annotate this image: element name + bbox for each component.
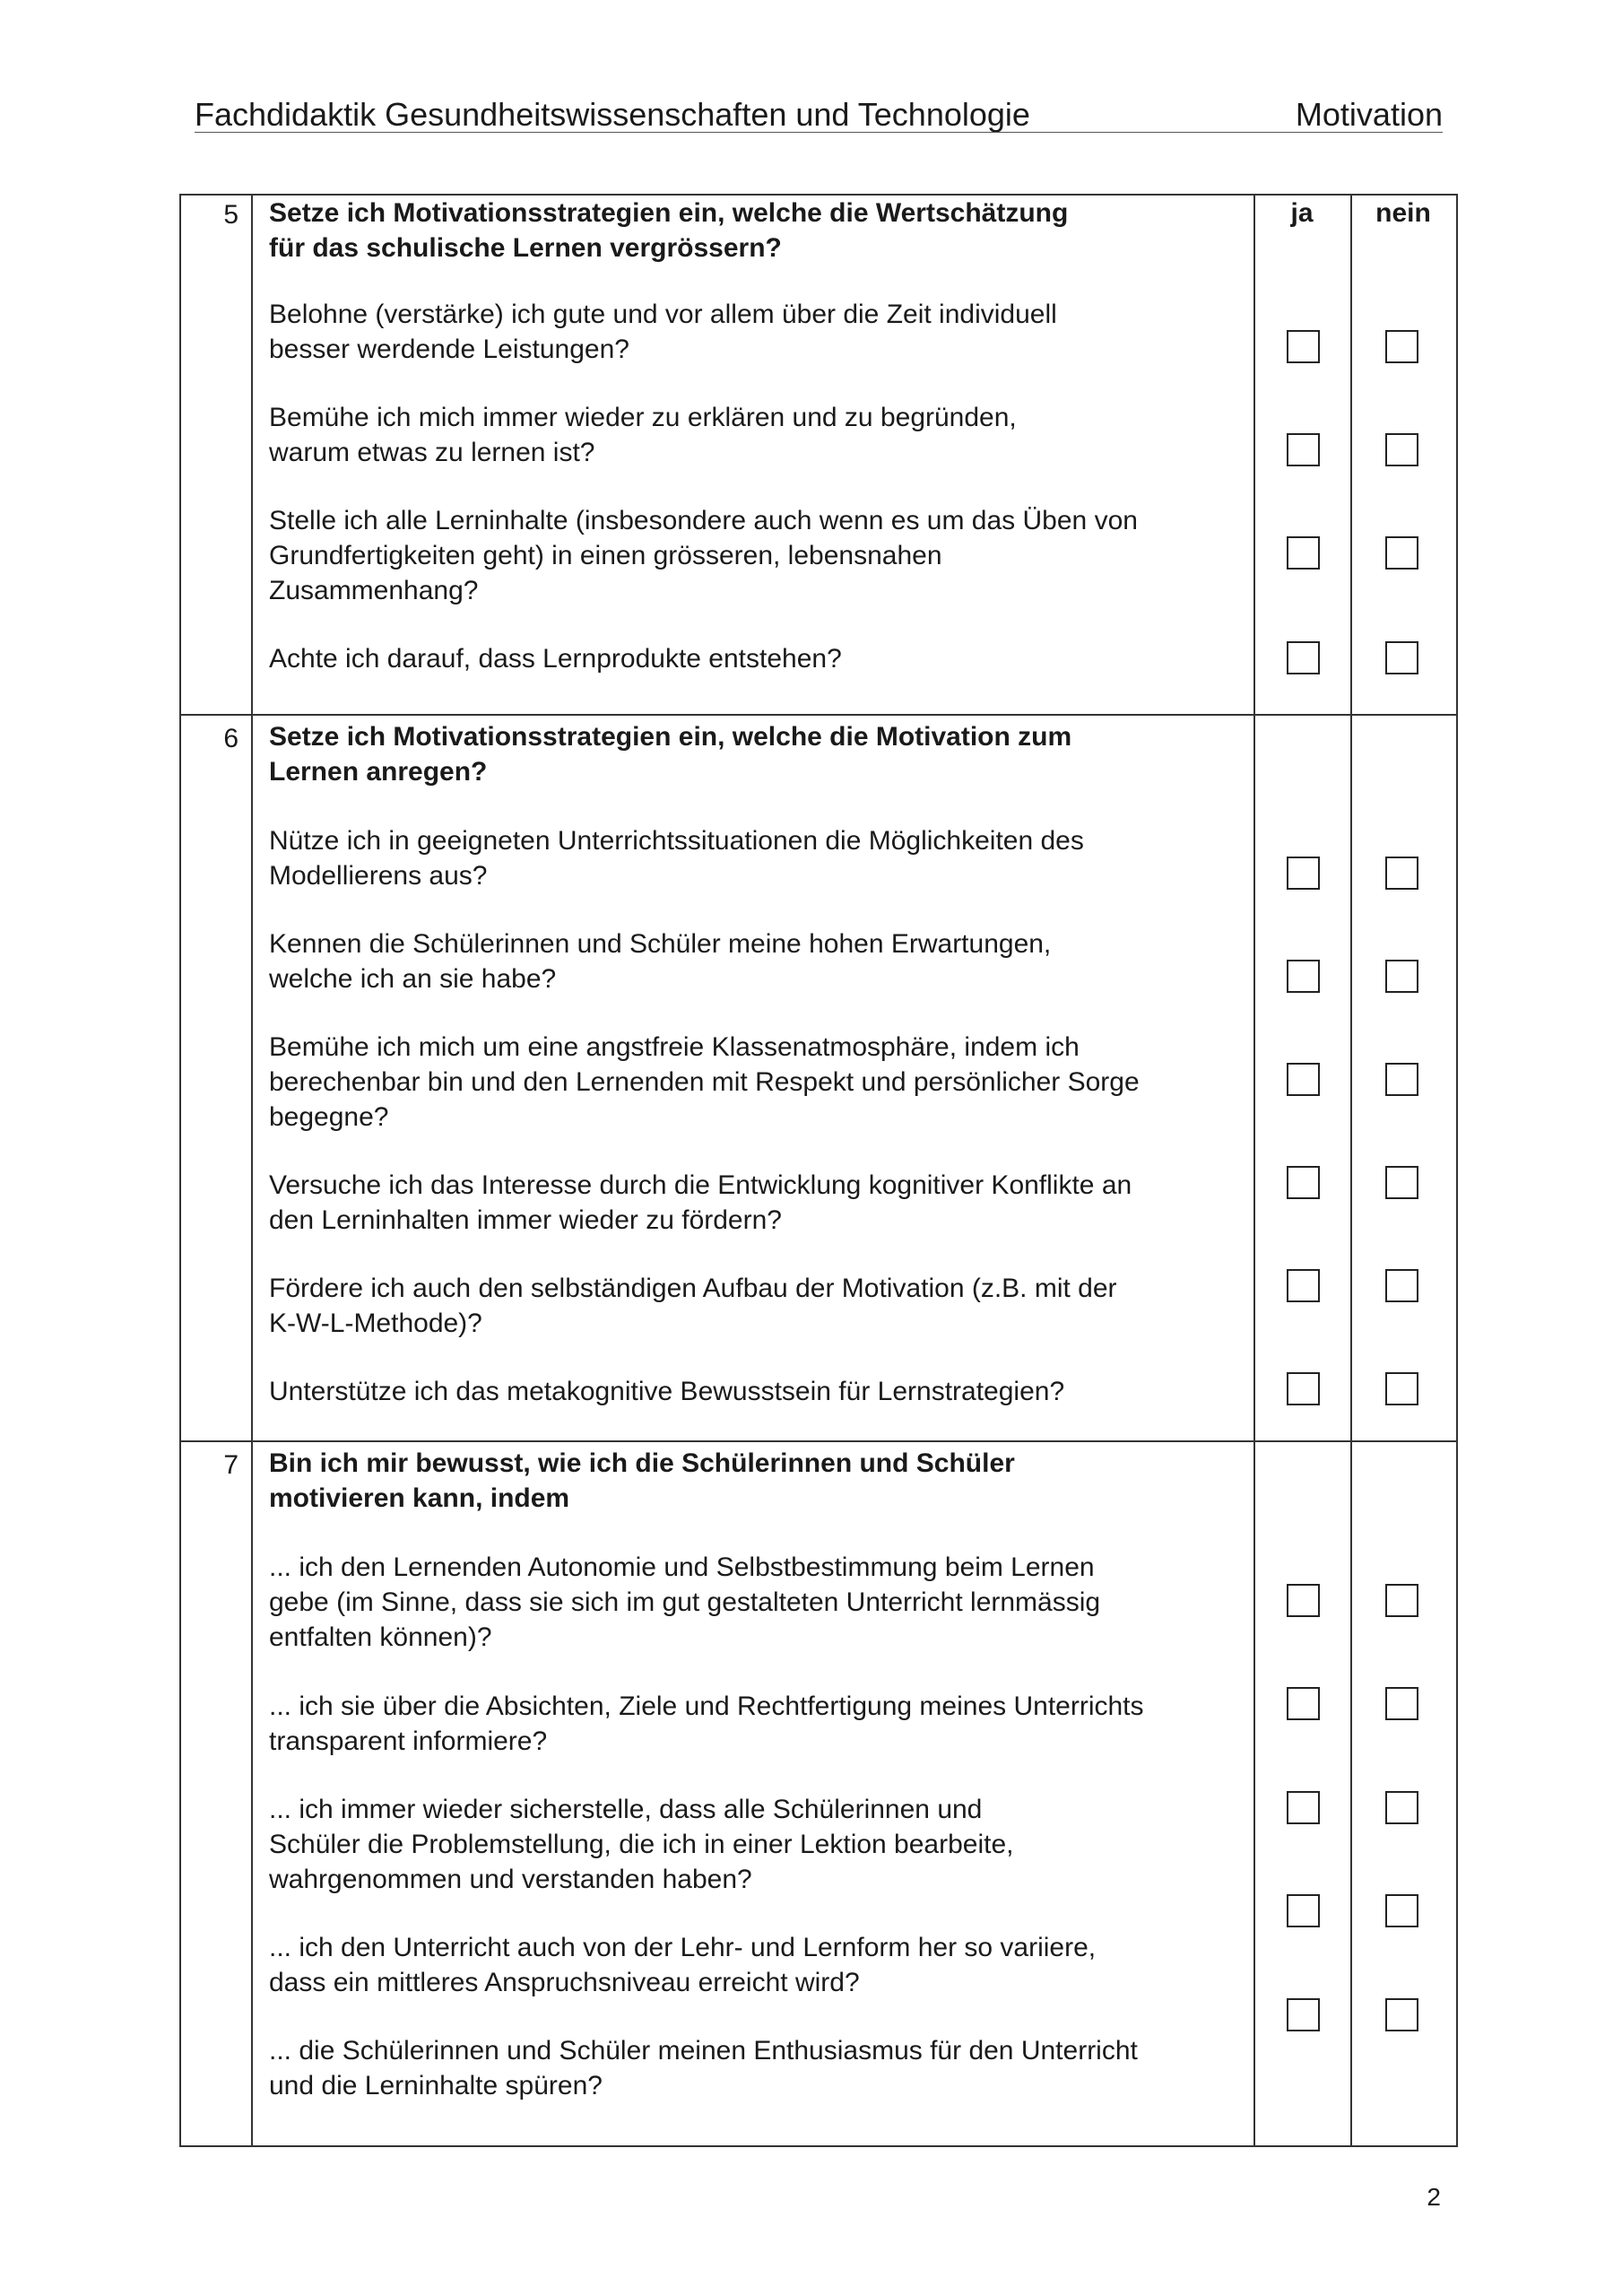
checkbox-ja[interactable] bbox=[1287, 1791, 1320, 1824]
checkbox-ja[interactable] bbox=[1287, 330, 1320, 363]
checkbox-ja[interactable] bbox=[1287, 641, 1320, 674]
question-line: ... ich immer wieder sicherstelle, dass alle Schülerinnen und bbox=[269, 1795, 983, 1824]
checkbox-ja[interactable] bbox=[1287, 960, 1320, 993]
document-topic: Motivation bbox=[1295, 96, 1443, 133]
question-line: entfalten können)? bbox=[269, 1622, 492, 1652]
checkbox-nein[interactable] bbox=[1385, 1372, 1418, 1405]
checkbox-nein[interactable] bbox=[1385, 1894, 1418, 1927]
checkbox-ja[interactable] bbox=[1287, 1269, 1320, 1302]
column-header-ja: ja bbox=[1290, 198, 1314, 228]
question-item bbox=[269, 1792, 1176, 1897]
checkbox-nein[interactable] bbox=[1385, 1269, 1418, 1302]
heading-line: Lernen anregen? bbox=[269, 757, 488, 787]
question-line: und die Lerninhalte spüren? bbox=[269, 2071, 603, 2100]
checkbox-ja[interactable] bbox=[1287, 1998, 1320, 2031]
checkbox-ja[interactable] bbox=[1287, 857, 1320, 890]
question-line: Kennen die Schülerinnen und Schüler meine hohen Erwartungen, bbox=[269, 929, 1052, 959]
question-line: Modellierens aus? bbox=[269, 861, 488, 891]
checkbox-nein[interactable] bbox=[1385, 1166, 1418, 1199]
question-line: warum etwas zu lernen ist? bbox=[269, 438, 595, 467]
checkbox-nein[interactable] bbox=[1385, 330, 1418, 363]
section-heading bbox=[269, 196, 1175, 265]
question-line: Nütze ich in geeigneten Unterrichtssituationen die Möglichkeiten des bbox=[269, 826, 1084, 856]
row-divider-6 bbox=[181, 714, 1456, 716]
heading-line: für das schulische Lernen vergrössern? bbox=[269, 233, 782, 263]
question-line: berechenbar bin und den Lernenden mit Respekt und persönlicher Sorge bbox=[269, 1067, 1140, 1097]
question-item bbox=[269, 1271, 1176, 1341]
checkbox-ja[interactable] bbox=[1287, 536, 1320, 570]
question-item bbox=[269, 1689, 1176, 1759]
question-item bbox=[269, 823, 1176, 893]
question-line: welche ich an sie habe? bbox=[269, 964, 557, 994]
question-line: Bemühe ich mich immer wieder zu erklären und zu begründen, bbox=[269, 403, 1017, 432]
question-line: Versuche ich das Interesse durch die Entwicklung kognitiver Konflikte an bbox=[269, 1170, 1132, 1200]
column-header-nein: nein bbox=[1375, 198, 1431, 228]
row-divider-7 bbox=[181, 1440, 1456, 1442]
document-title: Fachdidaktik Gesundheitswissenschaften und Technologie bbox=[195, 96, 1030, 133]
checkbox-ja[interactable] bbox=[1287, 1584, 1320, 1617]
section-number: 5 bbox=[223, 200, 239, 230]
checkbox-ja[interactable] bbox=[1287, 1894, 1320, 1927]
checkbox-nein[interactable] bbox=[1385, 1998, 1418, 2031]
question-line: Unterstütze ich das metakognitive Bewusstsein für Lernstrategien? bbox=[269, 1377, 1065, 1406]
question-line: ... ich sie über die Absichten, Ziele und Rechtfertigung meines Unterrichts bbox=[269, 1692, 1144, 1721]
checkbox-nein[interactable] bbox=[1385, 960, 1418, 993]
checkbox-ja[interactable] bbox=[1287, 1063, 1320, 1096]
question-line: Grundfertigkeiten geht) in einen grösseren, lebensnahen bbox=[269, 541, 942, 570]
checkbox-ja[interactable] bbox=[1287, 1166, 1320, 1199]
question-item bbox=[269, 926, 1176, 996]
question-line: Schüler die Problemstellung, die ich in einer Lektion bearbeite, bbox=[269, 1830, 1014, 1859]
checkbox-ja[interactable] bbox=[1287, 433, 1320, 466]
checkbox-nein[interactable] bbox=[1385, 433, 1418, 466]
question-line: Achte ich darauf, dass Lernprodukte entstehen? bbox=[269, 644, 842, 674]
checkbox-nein[interactable] bbox=[1385, 857, 1418, 890]
question-line: begegne? bbox=[269, 1102, 389, 1132]
column-divider-nein bbox=[1350, 196, 1352, 2145]
question-line: gebe (im Sinne, dass sie sich im gut gestalteten Unterricht lernmässig bbox=[269, 1587, 1101, 1617]
section-number: 7 bbox=[223, 1450, 239, 1480]
checkbox-ja[interactable] bbox=[1287, 1372, 1320, 1405]
question-item bbox=[269, 1374, 1176, 1409]
checkbox-nein[interactable] bbox=[1385, 536, 1418, 570]
question-line: wahrgenommen und verstanden haben? bbox=[269, 1865, 752, 1894]
checkbox-nein[interactable] bbox=[1385, 1584, 1418, 1617]
checkbox-nein[interactable] bbox=[1385, 641, 1418, 674]
question-item bbox=[269, 400, 1176, 470]
question-item bbox=[269, 503, 1176, 608]
checkbox-nein[interactable] bbox=[1385, 1687, 1418, 1720]
question-item bbox=[269, 1168, 1176, 1238]
column-divider-number bbox=[251, 196, 253, 2145]
checkbox-nein[interactable] bbox=[1385, 1791, 1418, 1824]
question-item bbox=[269, 297, 1176, 367]
question-line: ... ich den Unterricht auch von der Lehr- und Lernform her so variiere, bbox=[269, 1933, 1097, 1962]
question-line: besser werdende Leistungen? bbox=[269, 335, 629, 364]
question-line: Fördere ich auch den selbständigen Aufbau der Motivation (z.B. mit der bbox=[269, 1274, 1117, 1303]
question-line: K-W-L-Methode)? bbox=[269, 1309, 482, 1338]
heading-line: motivieren kann, indem bbox=[269, 1483, 570, 1513]
column-divider-ja bbox=[1253, 196, 1255, 2145]
question-item bbox=[269, 1930, 1176, 2000]
checkbox-ja[interactable] bbox=[1287, 1687, 1320, 1720]
question-line: ... die Schülerinnen und Schüler meinen Enthusiasmus für den Unterricht bbox=[269, 2036, 1138, 2066]
question-line: Belohne (verstärke) ich gute und vor allem über die Zeit individuell bbox=[269, 300, 1057, 329]
question-item bbox=[269, 1550, 1176, 1655]
question-line: ... ich den Lernenden Autonomie und Selbstbestimmung beim Lernen bbox=[269, 1552, 1095, 1582]
checkbox-nein[interactable] bbox=[1385, 1063, 1418, 1096]
section-heading bbox=[269, 1446, 1175, 1516]
question-item bbox=[269, 1030, 1176, 1135]
question-line: Bemühe ich mich um eine angstfreie Klassenatmosphäre, indem ich bbox=[269, 1032, 1080, 1062]
question-line: Stelle ich alle Lerninhalte (insbesondere auch wenn es um das Üben von bbox=[269, 506, 1138, 535]
heading-line: Setze ich Motivationsstrategien ein, welche die Motivation zum bbox=[269, 722, 1072, 752]
header-rule bbox=[195, 132, 1443, 133]
question-item bbox=[269, 2033, 1176, 2103]
question-line: transparent informiere? bbox=[269, 1726, 548, 1756]
heading-line: Bin ich mir bewusst, wie ich die Schülerinnen und Schüler bbox=[269, 1448, 1015, 1478]
section-heading bbox=[269, 719, 1175, 789]
heading-line: Setze ich Motivationsstrategien ein, welche die Wertschätzung bbox=[269, 198, 1069, 228]
question-item bbox=[269, 641, 1176, 676]
question-line: den Lerninhalten immer wieder zu fördern? bbox=[269, 1205, 782, 1235]
page-number: 2 bbox=[1427, 2183, 1441, 2211]
section-number: 6 bbox=[223, 724, 239, 753]
question-line: Zusammenhang? bbox=[269, 576, 479, 605]
checklist-table bbox=[179, 194, 1458, 2147]
question-line: dass ein mittleres Anspruchsniveau erreicht wird? bbox=[269, 1968, 860, 1997]
